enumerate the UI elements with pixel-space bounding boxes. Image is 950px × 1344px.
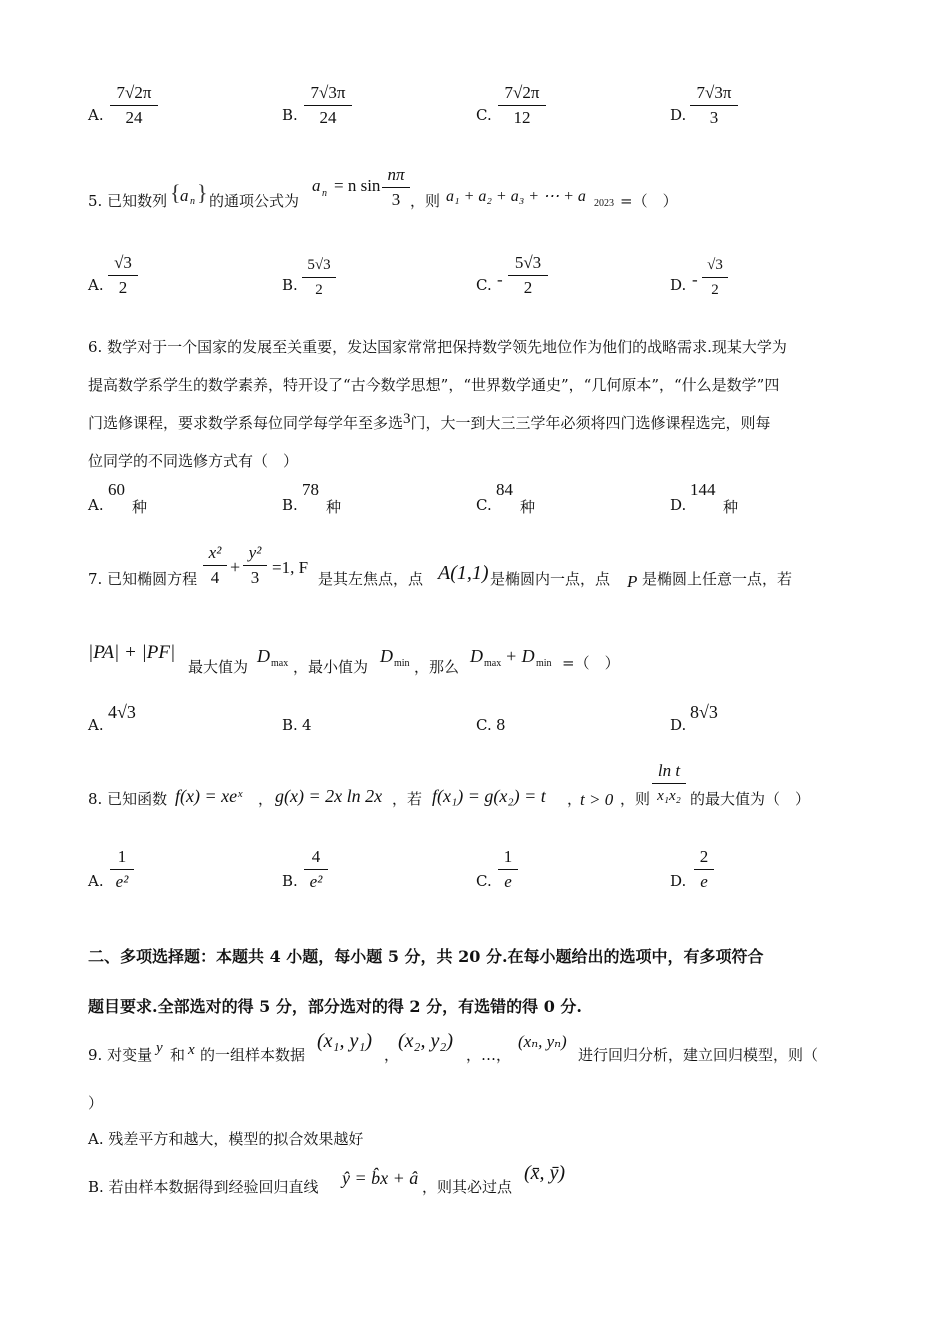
q8-option-c-num: 1 bbox=[503, 847, 513, 866]
q7-text5: ，最小值为 bbox=[293, 658, 369, 676]
q7-frac-y bbox=[243, 542, 267, 589]
q5-tail: =（ ） bbox=[620, 192, 678, 210]
q9-option-b-mid: ，则其必过点 bbox=[422, 1178, 513, 1196]
q4-option-c-den: 12 bbox=[513, 108, 531, 127]
q8-option-b-fraction bbox=[304, 846, 328, 893]
q7-sum-sub2: min bbox=[536, 658, 552, 669]
q8-option-c-fraction bbox=[498, 846, 518, 893]
q5-sum-expr: a₁ + a₂ + a₃ + ⋯ + a bbox=[446, 188, 586, 205]
q9-var-x: x bbox=[188, 1042, 195, 1058]
q9-point-2: (x₂, y₂) bbox=[398, 1030, 453, 1052]
q8-frac-den: x₁x₂ bbox=[657, 788, 681, 804]
q6-option-a-unit: 种 bbox=[132, 498, 148, 516]
q4-option-b-den: 24 bbox=[319, 108, 337, 127]
q4-option-b-fraction bbox=[304, 82, 352, 129]
q8-option-a-den: e² bbox=[115, 872, 129, 891]
q5-option-c-den: 2 bbox=[523, 278, 533, 297]
q6-line2: 提高数学系学生的数学素养，特开设了“古今数学思想”，“世界数学通史”，“几何原本”，“什么是数学”四 bbox=[88, 376, 780, 394]
q9-option-b-prefix: B. 若由样本数据得到经验回归直线 bbox=[88, 1178, 319, 1196]
q5-frac-den: 3 bbox=[391, 190, 401, 209]
q5-option-c-num: 5√3 bbox=[514, 253, 542, 272]
q9-point-1: (x₁, y₁) bbox=[317, 1030, 372, 1052]
q5-option-a-fraction bbox=[108, 252, 138, 299]
q5-option-a-letter: A. bbox=[88, 276, 104, 294]
q8-prefix: 8. 已知函数 bbox=[88, 790, 168, 808]
q4-option-c-num: 7√2π bbox=[504, 83, 540, 102]
q6-option-d-value: 144 bbox=[690, 480, 716, 499]
q6-option-c-value: 84 bbox=[496, 480, 513, 499]
q7-dmax: D bbox=[257, 646, 270, 666]
q8-option-b-letter: B. bbox=[282, 872, 298, 890]
q6-line3-start: 门选修课程，要求数学系每位同学每学年至多选 bbox=[88, 414, 404, 432]
q6-option-b-unit: 种 bbox=[326, 498, 342, 516]
q7-sum-plus: + D bbox=[505, 646, 535, 666]
q7-tail: =（ ） bbox=[562, 654, 620, 672]
q7-eq-tail: =1, F bbox=[272, 558, 309, 577]
q8-g-expr: g(x) = 2x ln 2x bbox=[275, 786, 383, 806]
q7-option-b-letter: B. bbox=[282, 716, 298, 734]
q8-option-a-letter: A. bbox=[88, 872, 104, 890]
q7-option-d-letter: D. bbox=[670, 716, 687, 734]
q6-line4: 位同学的不同选修方式有（ ） bbox=[88, 452, 299, 470]
q8-option-b-den: e² bbox=[309, 872, 323, 891]
q5-mid: 的通项公式为 bbox=[209, 192, 300, 210]
q9-option-b-point: (x̄, ȳ) bbox=[524, 1162, 566, 1184]
q5-option-d-fraction bbox=[702, 254, 728, 301]
q5-option-d-den: 2 bbox=[711, 282, 719, 298]
q5-option-c-fraction bbox=[508, 252, 548, 299]
q8-comma: ， bbox=[258, 790, 274, 808]
q6-line3-number: 3 bbox=[403, 411, 411, 427]
q6-option-a-value: 60 bbox=[108, 480, 125, 499]
q8-condition: f(x₁) = g(x₂) = t bbox=[432, 786, 546, 806]
q5-option-b-num: 5√3 bbox=[307, 257, 331, 273]
q7-frac-x-den: 4 bbox=[210, 568, 220, 587]
q6-option-c-letter: C. bbox=[476, 496, 492, 514]
q7-abs-expr: |PA| + |PF| bbox=[88, 642, 176, 663]
q9-and: 和 bbox=[170, 1046, 186, 1064]
q9-option-a: A. 残差平方和越大，模型的拟合效果越好 bbox=[88, 1130, 364, 1148]
q8-text2: ，则 bbox=[620, 790, 651, 808]
q9-var-y: y bbox=[156, 1040, 163, 1056]
q7-dmin-sub: min bbox=[394, 658, 410, 669]
q7-text1: 是其左焦点，点 bbox=[318, 570, 424, 588]
q7-option-c-letter: C. bbox=[476, 716, 492, 734]
q7-text6: ，那么 bbox=[414, 658, 460, 676]
q8-option-a-num: 1 bbox=[117, 847, 127, 866]
q5-formula-eq: = n sin bbox=[334, 176, 381, 195]
q5-frac-num: nπ bbox=[387, 165, 405, 184]
q9-text2: 进行回归分析，建立回归模型，则（ bbox=[578, 1046, 819, 1064]
q9-sep1: ， bbox=[384, 1046, 400, 1064]
q8-f-expr: f(x) = xeˣ bbox=[175, 786, 243, 806]
q7-frac-y-num: y² bbox=[248, 543, 262, 562]
q7-text3: 是椭圆上任意一点，若 bbox=[642, 570, 793, 588]
q4-option-a-den: 24 bbox=[125, 108, 143, 127]
q8-option-a-fraction bbox=[110, 846, 134, 893]
q5-formula-lhs: a bbox=[312, 176, 321, 195]
q6-option-a-letter: A. bbox=[88, 496, 104, 514]
q5-prefix: 5. 已知数列 bbox=[88, 192, 168, 210]
q4-option-a-letter: A. bbox=[88, 106, 104, 124]
q6-option-d-unit: 种 bbox=[723, 498, 739, 516]
section2-line1: 二、多项选择题：本题共 4 小题，每小题 5 分，共 20 分.在每小题给出的选项中，有多项符合 bbox=[88, 947, 764, 966]
q7-frac-y-den: 3 bbox=[250, 568, 260, 587]
q9-point-n: (xₙ, yₙ) bbox=[518, 1032, 567, 1051]
q8-option-d-letter: D. bbox=[670, 872, 687, 890]
q6-option-c-unit: 种 bbox=[520, 498, 536, 516]
q7-text2: 是椭圆内一点，点 bbox=[490, 570, 611, 588]
q5-option-c-sign: - bbox=[497, 270, 503, 289]
q5-option-b-letter: B. bbox=[282, 276, 298, 294]
q5-option-a-den: 2 bbox=[118, 278, 128, 297]
q5-seq: a bbox=[180, 186, 189, 205]
q7-point-a: A(1,1) bbox=[438, 562, 489, 584]
q8-tail: 的最大值为（ ） bbox=[690, 790, 811, 808]
q8-option-d-den: e bbox=[700, 872, 708, 891]
q5-then: ，则 bbox=[410, 192, 441, 210]
q4-option-d-den: 3 bbox=[709, 108, 719, 127]
q5-option-d-letter: D. bbox=[670, 276, 687, 294]
q7-dmax-sub: max bbox=[271, 658, 289, 669]
q6-line1: 6. 数学对于一个国家的发展至关重要，发达国家常常把保持数学领先地位作为他们的战略需求.现某大学为 bbox=[88, 338, 787, 356]
q7-frac-x bbox=[203, 542, 227, 589]
q5-sum-sub: 2023 bbox=[594, 198, 614, 209]
q8-option-b-num: 4 bbox=[311, 847, 321, 866]
q8-fraction bbox=[652, 760, 686, 807]
q7-option-b-value: 4 bbox=[302, 716, 312, 734]
q7-prefix: 7. 已知椭圆方程 bbox=[88, 570, 198, 588]
q8-option-d-num: 2 bbox=[699, 847, 709, 866]
q4-option-b-num: 7√3π bbox=[310, 83, 346, 102]
q4-option-a-fraction bbox=[110, 82, 158, 129]
q4-option-d-letter: D. bbox=[670, 106, 687, 124]
q7-point-p: P bbox=[627, 572, 638, 591]
q5-option-b-den: 2 bbox=[315, 282, 323, 298]
q4-option-c-fraction bbox=[498, 82, 546, 129]
q7-option-a-letter: A. bbox=[88, 716, 104, 734]
q7-frac-x-num: x² bbox=[208, 543, 222, 562]
q9-option-b-equation: ŷ = b̂x + â bbox=[342, 1168, 419, 1188]
q5-option-c-letter: C. bbox=[476, 276, 492, 294]
q4-option-a-num: 7√2π bbox=[116, 83, 152, 102]
q8-frac-num: ln t bbox=[657, 761, 681, 780]
q8-option-c-den: e bbox=[504, 872, 512, 891]
q9-sep2: ，…， bbox=[466, 1046, 512, 1064]
q7-sum-d1: D bbox=[470, 646, 483, 666]
q8-option-d-fraction bbox=[694, 846, 714, 893]
q4-option-c-letter: C. bbox=[476, 106, 492, 124]
q8-t-condition: t > 0 bbox=[580, 790, 614, 809]
q8-text1: ，若 bbox=[392, 790, 423, 808]
q7-option-d-value: 8√3 bbox=[690, 702, 718, 722]
q5-formula-fraction bbox=[382, 164, 410, 211]
q7-text4: 最大值为 bbox=[188, 658, 249, 676]
q5-option-b-fraction bbox=[302, 254, 336, 301]
q5-option-d-num: √3 bbox=[707, 257, 723, 273]
q9-prefix: 9. 对变量 bbox=[88, 1046, 153, 1064]
q4-option-b-letter: B. bbox=[282, 106, 298, 124]
q5-formula-sub: n bbox=[322, 188, 327, 199]
q6-option-d-letter: D. bbox=[670, 496, 687, 514]
q6-option-b-value: 78 bbox=[302, 480, 319, 499]
q7-sum-sub1: max bbox=[484, 658, 502, 669]
q8-comma2: ， bbox=[567, 790, 583, 808]
q7-plus: + bbox=[230, 557, 241, 577]
q9-text1: 的一组样本数据 bbox=[200, 1046, 306, 1064]
q5-option-d-sign: - bbox=[692, 270, 698, 289]
section2-line2: 题目要求.全部选对的得 5 分，部分选对的得 2 分，有选错的得 0 分. bbox=[88, 997, 582, 1016]
q4-option-d-fraction bbox=[690, 82, 738, 129]
q9-option-b bbox=[88, 1176, 319, 1197]
q7-option-c-value: 8 bbox=[496, 716, 506, 734]
q5-seq-sub: n bbox=[190, 196, 195, 207]
q7-dmin: D bbox=[380, 646, 393, 666]
q4-option-d-num: 7√3π bbox=[696, 83, 732, 102]
q8-option-c-letter: C. bbox=[476, 872, 492, 890]
q5-option-a-num: √3 bbox=[114, 253, 132, 272]
q6-line3-end: 门，大一到大三三学年必须将四门选修课程选完，则每 bbox=[410, 414, 771, 432]
q7-option-a-value: 4√3 bbox=[108, 702, 136, 722]
q9-line2: ） bbox=[88, 1094, 104, 1112]
q6-line3 bbox=[88, 412, 771, 433]
q6-option-b-letter: B. bbox=[282, 496, 298, 514]
